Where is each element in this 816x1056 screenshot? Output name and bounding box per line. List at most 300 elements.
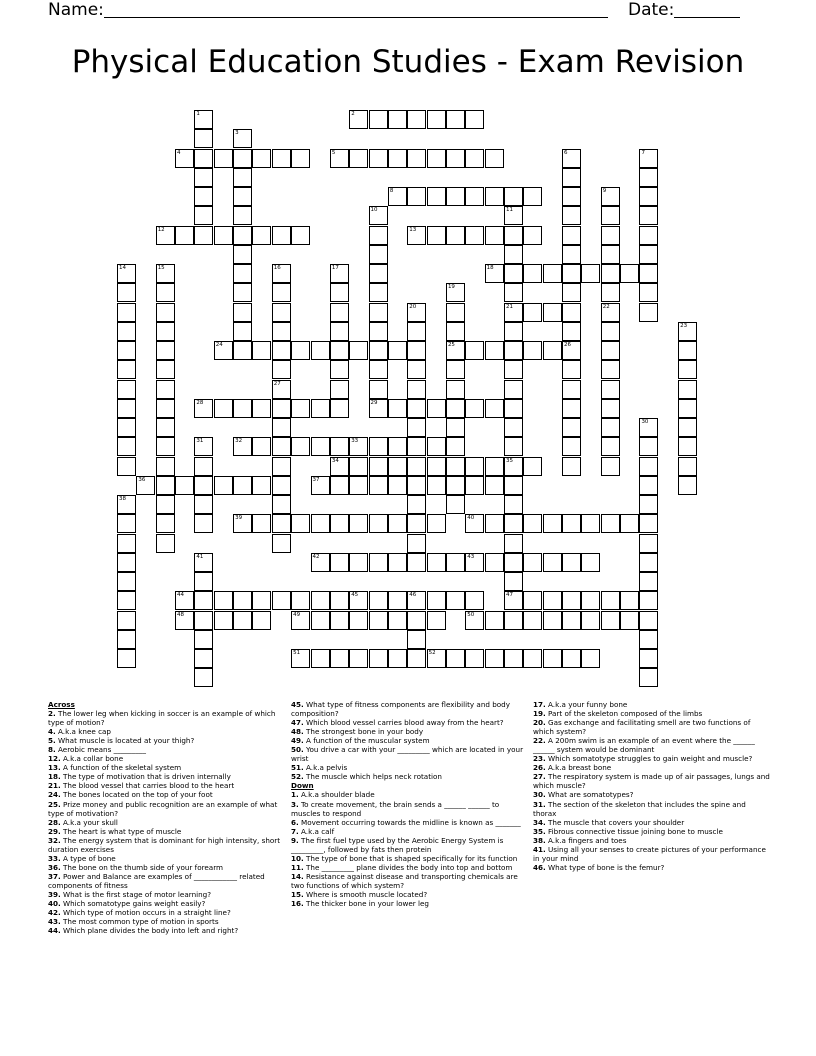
crossword-cell[interactable] — [446, 591, 465, 610]
crossword-cell[interactable] — [233, 437, 252, 456]
crossword-cell[interactable] — [407, 476, 426, 495]
crossword-cell[interactable] — [156, 399, 175, 418]
crossword-cell[interactable] — [252, 341, 271, 360]
crossword-cell[interactable] — [620, 514, 639, 533]
crossword-cell[interactable] — [639, 534, 658, 553]
crossword-cell[interactable] — [446, 341, 465, 360]
crossword-cell[interactable] — [388, 110, 407, 129]
crossword-cell[interactable] — [504, 611, 523, 630]
crossword-cell[interactable] — [330, 264, 349, 283]
crossword-cell[interactable] — [639, 226, 658, 245]
crossword-cell[interactable] — [407, 591, 426, 610]
crossword-cell[interactable] — [388, 457, 407, 476]
crossword-cell[interactable] — [639, 245, 658, 264]
crossword-cell[interactable] — [620, 611, 639, 630]
crossword-cell[interactable] — [156, 360, 175, 379]
crossword-cell[interactable] — [369, 245, 388, 264]
crossword-cell[interactable] — [194, 149, 213, 168]
crossword-cell[interactable] — [562, 457, 581, 476]
crossword-cell[interactable] — [194, 611, 213, 630]
crossword-cell[interactable] — [407, 110, 426, 129]
crossword-cell[interactable] — [175, 591, 194, 610]
crossword-cell[interactable] — [272, 149, 291, 168]
crossword-cell[interactable] — [194, 110, 213, 129]
crossword-cell[interactable] — [485, 399, 504, 418]
crossword-cell[interactable] — [272, 457, 291, 476]
crossword-cell[interactable] — [369, 322, 388, 341]
crossword-cell[interactable] — [407, 611, 426, 630]
crossword-cell[interactable] — [291, 649, 310, 668]
crossword-cell[interactable] — [543, 591, 562, 610]
crossword-cell[interactable] — [233, 283, 252, 302]
crossword-cell[interactable] — [504, 187, 523, 206]
crossword-cell[interactable] — [272, 341, 291, 360]
crossword-cell[interactable] — [233, 591, 252, 610]
crossword-cell[interactable] — [562, 245, 581, 264]
crossword-cell[interactable] — [485, 476, 504, 495]
crossword-cell[interactable] — [407, 360, 426, 379]
crossword-cell[interactable] — [252, 226, 271, 245]
crossword-cell[interactable] — [601, 264, 620, 283]
crossword-cell[interactable] — [117, 418, 136, 437]
crossword-cell[interactable] — [117, 399, 136, 418]
crossword-cell[interactable] — [427, 149, 446, 168]
crossword-cell[interactable] — [601, 360, 620, 379]
crossword-cell[interactable] — [562, 591, 581, 610]
crossword-cell[interactable] — [311, 341, 330, 360]
crossword-cell[interactable] — [330, 360, 349, 379]
crossword-cell[interactable] — [601, 303, 620, 322]
crossword-cell[interactable] — [117, 514, 136, 533]
crossword-cell[interactable] — [156, 303, 175, 322]
crossword-cell[interactable] — [465, 649, 484, 668]
crossword-cell[interactable] — [620, 264, 639, 283]
crossword-cell[interactable] — [175, 611, 194, 630]
crossword-cell[interactable] — [407, 226, 426, 245]
crossword-cell[interactable] — [369, 399, 388, 418]
crossword-cell[interactable] — [388, 437, 407, 456]
crossword-cell[interactable] — [272, 476, 291, 495]
crossword-cell[interactable] — [194, 399, 213, 418]
crossword-cell[interactable] — [136, 476, 155, 495]
crossword-cell[interactable] — [233, 399, 252, 418]
crossword-cell[interactable] — [427, 110, 446, 129]
crossword-cell[interactable] — [601, 226, 620, 245]
crossword-cell[interactable] — [504, 245, 523, 264]
crossword-cell[interactable] — [543, 303, 562, 322]
crossword-cell[interactable] — [446, 437, 465, 456]
crossword-cell[interactable] — [485, 457, 504, 476]
crossword-cell[interactable] — [601, 245, 620, 264]
crossword-cell[interactable] — [291, 611, 310, 630]
crossword-cell[interactable] — [388, 514, 407, 533]
crossword-cell[interactable] — [601, 341, 620, 360]
crossword-cell[interactable] — [562, 649, 581, 668]
crossword-cell[interactable] — [601, 437, 620, 456]
crossword-cell[interactable] — [252, 399, 271, 418]
crossword-cell[interactable] — [156, 495, 175, 514]
crossword-cell[interactable] — [233, 611, 252, 630]
crossword-cell[interactable] — [407, 187, 426, 206]
crossword-cell[interactable] — [369, 553, 388, 572]
crossword-cell[interactable] — [523, 264, 542, 283]
crossword-cell[interactable] — [156, 264, 175, 283]
crossword-cell[interactable] — [639, 495, 658, 514]
crossword-cell[interactable] — [581, 514, 600, 533]
crossword-cell[interactable] — [601, 206, 620, 225]
crossword-cell[interactable] — [407, 437, 426, 456]
crossword-cell[interactable] — [504, 553, 523, 572]
crossword-cell[interactable] — [446, 226, 465, 245]
crossword-cell[interactable] — [369, 341, 388, 360]
crossword-cell[interactable] — [194, 572, 213, 591]
crossword-cell[interactable] — [639, 264, 658, 283]
crossword-cell[interactable] — [465, 110, 484, 129]
crossword-cell[interactable] — [156, 418, 175, 437]
crossword-cell[interactable] — [465, 514, 484, 533]
crossword-cell[interactable] — [504, 649, 523, 668]
crossword-cell[interactable] — [330, 476, 349, 495]
crossword-cell[interactable] — [194, 553, 213, 572]
crossword-cell[interactable] — [330, 303, 349, 322]
crossword-cell[interactable] — [639, 668, 658, 687]
crossword-cell[interactable] — [407, 649, 426, 668]
crossword-cell[interactable] — [252, 514, 271, 533]
crossword-cell[interactable] — [194, 591, 213, 610]
crossword-cell[interactable] — [504, 534, 523, 553]
crossword-cell[interactable] — [214, 591, 233, 610]
crossword-cell[interactable] — [194, 630, 213, 649]
crossword-cell[interactable] — [349, 591, 368, 610]
crossword-cell[interactable] — [272, 437, 291, 456]
crossword-cell[interactable] — [427, 649, 446, 668]
crossword-cell[interactable] — [465, 399, 484, 418]
crossword-cell[interactable] — [349, 457, 368, 476]
crossword-cell[interactable] — [601, 322, 620, 341]
crossword-cell[interactable] — [407, 322, 426, 341]
crossword-cell[interactable] — [330, 341, 349, 360]
crossword-cell[interactable] — [504, 341, 523, 360]
crossword-cell[interactable] — [117, 572, 136, 591]
crossword-cell[interactable] — [349, 611, 368, 630]
crossword-cell[interactable] — [620, 591, 639, 610]
crossword-cell[interactable] — [369, 476, 388, 495]
crossword-cell[interactable] — [233, 514, 252, 533]
crossword-cell[interactable] — [349, 149, 368, 168]
crossword-cell[interactable] — [601, 418, 620, 437]
crossword-cell[interactable] — [523, 514, 542, 533]
crossword-cell[interactable] — [504, 206, 523, 225]
crossword-cell[interactable] — [562, 226, 581, 245]
crossword-cell[interactable] — [388, 187, 407, 206]
crossword-cell[interactable] — [562, 149, 581, 168]
crossword-cell[interactable] — [601, 591, 620, 610]
crossword-cell[interactable] — [581, 649, 600, 668]
crossword-cell[interactable] — [194, 668, 213, 687]
crossword-cell[interactable] — [369, 283, 388, 302]
crossword-cell[interactable] — [446, 187, 465, 206]
crossword-cell[interactable] — [407, 303, 426, 322]
crossword-cell[interactable] — [523, 187, 542, 206]
crossword-cell[interactable] — [581, 264, 600, 283]
crossword-cell[interactable] — [465, 341, 484, 360]
crossword-cell[interactable] — [427, 611, 446, 630]
crossword-cell[interactable] — [446, 457, 465, 476]
crossword-cell[interactable] — [678, 360, 697, 379]
crossword-cell[interactable] — [233, 129, 252, 148]
crossword-cell[interactable] — [407, 630, 426, 649]
crossword-cell[interactable] — [639, 591, 658, 610]
crossword-cell[interactable] — [330, 322, 349, 341]
crossword-cell[interactable] — [194, 476, 213, 495]
crossword-cell[interactable] — [330, 149, 349, 168]
crossword-cell[interactable] — [156, 457, 175, 476]
crossword-cell[interactable] — [291, 591, 310, 610]
crossword-cell[interactable] — [252, 437, 271, 456]
crossword-cell[interactable] — [427, 399, 446, 418]
crossword-cell[interactable] — [291, 514, 310, 533]
crossword-cell[interactable] — [678, 476, 697, 495]
crossword-cell[interactable] — [581, 591, 600, 610]
crossword-cell[interactable] — [562, 264, 581, 283]
crossword-cell[interactable] — [562, 437, 581, 456]
crossword-cell[interactable] — [446, 418, 465, 437]
crossword-cell[interactable] — [485, 264, 504, 283]
crossword-cell[interactable] — [369, 514, 388, 533]
crossword-cell[interactable] — [369, 457, 388, 476]
crossword-cell[interactable] — [523, 611, 542, 630]
crossword-cell[interactable] — [639, 457, 658, 476]
crossword-cell[interactable] — [233, 168, 252, 187]
crossword-cell[interactable] — [485, 187, 504, 206]
crossword-cell[interactable] — [504, 226, 523, 245]
crossword-cell[interactable] — [349, 476, 368, 495]
crossword-cell[interactable] — [427, 457, 446, 476]
crossword-cell[interactable] — [194, 206, 213, 225]
crossword-cell[interactable] — [465, 591, 484, 610]
crossword-cell[interactable] — [117, 630, 136, 649]
crossword-cell[interactable] — [639, 611, 658, 630]
crossword-cell[interactable] — [562, 168, 581, 187]
crossword-cell[interactable] — [175, 226, 194, 245]
crossword-cell[interactable] — [252, 611, 271, 630]
crossword-cell[interactable] — [388, 341, 407, 360]
crossword-cell[interactable] — [523, 341, 542, 360]
crossword-cell[interactable] — [504, 437, 523, 456]
crossword-cell[interactable] — [233, 187, 252, 206]
crossword-cell[interactable] — [291, 341, 310, 360]
crossword-cell[interactable] — [562, 399, 581, 418]
crossword-cell[interactable] — [523, 649, 542, 668]
crossword-cell[interactable] — [427, 226, 446, 245]
crossword-cell[interactable] — [504, 476, 523, 495]
crossword-cell[interactable] — [562, 303, 581, 322]
crossword-cell[interactable] — [117, 534, 136, 553]
crossword-cell[interactable] — [330, 591, 349, 610]
crossword-cell[interactable] — [388, 591, 407, 610]
crossword-cell[interactable] — [504, 264, 523, 283]
crossword-cell[interactable] — [562, 553, 581, 572]
crossword-cell[interactable] — [485, 226, 504, 245]
crossword-cell[interactable] — [407, 341, 426, 360]
crossword-cell[interactable] — [233, 476, 252, 495]
crossword-cell[interactable] — [252, 591, 271, 610]
crossword-cell[interactable] — [523, 591, 542, 610]
crossword-cell[interactable] — [388, 611, 407, 630]
crossword-cell[interactable] — [639, 649, 658, 668]
crossword-cell[interactable] — [369, 206, 388, 225]
crossword-cell[interactable] — [369, 611, 388, 630]
crossword-cell[interactable] — [369, 649, 388, 668]
crossword-cell[interactable] — [369, 437, 388, 456]
crossword-cell[interactable] — [311, 611, 330, 630]
crossword-cell[interactable] — [504, 591, 523, 610]
crossword-cell[interactable] — [543, 341, 562, 360]
crossword-cell[interactable] — [388, 649, 407, 668]
crossword-cell[interactable] — [291, 437, 310, 456]
crossword-cell[interactable] — [407, 149, 426, 168]
crossword-cell[interactable] — [330, 457, 349, 476]
crossword-cell[interactable] — [562, 322, 581, 341]
crossword-cell[interactable] — [117, 303, 136, 322]
crossword-cell[interactable] — [601, 457, 620, 476]
crossword-cell[interactable] — [349, 553, 368, 572]
crossword-cell[interactable] — [562, 418, 581, 437]
crossword-cell[interactable] — [581, 611, 600, 630]
crossword-cell[interactable] — [291, 149, 310, 168]
crossword-cell[interactable] — [639, 476, 658, 495]
crossword-cell[interactable] — [427, 187, 446, 206]
crossword-cell[interactable] — [562, 206, 581, 225]
crossword-cell[interactable] — [407, 553, 426, 572]
crossword-cell[interactable] — [601, 187, 620, 206]
crossword-cell[interactable] — [233, 264, 252, 283]
crossword-cell[interactable] — [543, 264, 562, 283]
crossword-cell[interactable] — [678, 457, 697, 476]
crossword-cell[interactable] — [117, 649, 136, 668]
crossword-cell[interactable] — [504, 572, 523, 591]
crossword-cell[interactable] — [407, 399, 426, 418]
crossword-cell[interactable] — [504, 418, 523, 437]
crossword-cell[interactable] — [272, 399, 291, 418]
crossword-cell[interactable] — [446, 380, 465, 399]
crossword-cell[interactable] — [233, 322, 252, 341]
crossword-cell[interactable] — [504, 360, 523, 379]
crossword-cell[interactable] — [311, 649, 330, 668]
crossword-cell[interactable] — [330, 380, 349, 399]
crossword-cell[interactable] — [427, 514, 446, 533]
crossword-cell[interactable] — [562, 341, 581, 360]
crossword-cell[interactable] — [311, 591, 330, 610]
crossword-cell[interactable] — [504, 457, 523, 476]
crossword-cell[interactable] — [272, 380, 291, 399]
crossword-cell[interactable] — [175, 476, 194, 495]
crossword-cell[interactable] — [175, 149, 194, 168]
crossword-cell[interactable] — [233, 149, 252, 168]
crossword-cell[interactable] — [446, 303, 465, 322]
crossword-cell[interactable] — [427, 591, 446, 610]
crossword-cell[interactable] — [639, 187, 658, 206]
crossword-cell[interactable] — [678, 418, 697, 437]
crossword-cell[interactable] — [117, 553, 136, 572]
crossword-cell[interactable] — [117, 322, 136, 341]
crossword-cell[interactable] — [446, 110, 465, 129]
crossword-cell[interactable] — [330, 283, 349, 302]
crossword-cell[interactable] — [156, 534, 175, 553]
crossword-cell[interactable] — [465, 553, 484, 572]
crossword-cell[interactable] — [117, 457, 136, 476]
crossword-cell[interactable] — [194, 457, 213, 476]
crossword-cell[interactable] — [214, 226, 233, 245]
crossword-cell[interactable] — [117, 611, 136, 630]
crossword-cell[interactable] — [465, 149, 484, 168]
crossword-cell[interactable] — [369, 591, 388, 610]
crossword-cell[interactable] — [504, 514, 523, 533]
crossword-cell[interactable] — [639, 514, 658, 533]
crossword-cell[interactable] — [369, 303, 388, 322]
crossword-cell[interactable] — [639, 553, 658, 572]
crossword-cell[interactable] — [388, 476, 407, 495]
crossword-cell[interactable] — [485, 611, 504, 630]
crossword-cell[interactable] — [272, 226, 291, 245]
crossword-cell[interactable] — [194, 495, 213, 514]
crossword-cell[interactable] — [117, 437, 136, 456]
crossword-cell[interactable] — [369, 110, 388, 129]
crossword-cell[interactable] — [272, 264, 291, 283]
crossword-cell[interactable] — [465, 476, 484, 495]
crossword-cell[interactable] — [272, 360, 291, 379]
crossword-cell[interactable] — [465, 187, 484, 206]
crossword-cell[interactable] — [485, 553, 504, 572]
crossword-cell[interactable] — [562, 283, 581, 302]
crossword-cell[interactable] — [446, 553, 465, 572]
crossword-cell[interactable] — [194, 129, 213, 148]
crossword-cell[interactable] — [678, 437, 697, 456]
crossword-cell[interactable] — [117, 283, 136, 302]
crossword-cell[interactable] — [678, 341, 697, 360]
crossword-cell[interactable] — [233, 341, 252, 360]
crossword-cell[interactable] — [330, 553, 349, 572]
crossword-cell[interactable] — [233, 206, 252, 225]
crossword-cell[interactable] — [678, 322, 697, 341]
crossword-cell[interactable] — [233, 303, 252, 322]
crossword-cell[interactable] — [156, 226, 175, 245]
crossword-cell[interactable] — [156, 283, 175, 302]
crossword-cell[interactable] — [639, 418, 658, 437]
crossword-cell[interactable] — [485, 514, 504, 533]
crossword-cell[interactable] — [504, 283, 523, 302]
crossword-cell[interactable] — [330, 514, 349, 533]
crossword-cell[interactable] — [369, 360, 388, 379]
crossword-cell[interactable] — [214, 341, 233, 360]
crossword-cell[interactable] — [369, 264, 388, 283]
crossword-cell[interactable] — [427, 476, 446, 495]
crossword-cell[interactable] — [562, 514, 581, 533]
crossword-cell[interactable] — [639, 168, 658, 187]
crossword-cell[interactable] — [117, 495, 136, 514]
crossword-cell[interactable] — [311, 437, 330, 456]
crossword-cell[interactable] — [639, 283, 658, 302]
crossword-cell[interactable] — [407, 514, 426, 533]
crossword-cell[interactable] — [407, 495, 426, 514]
crossword-cell[interactable] — [446, 399, 465, 418]
crossword-cell[interactable] — [446, 322, 465, 341]
crossword-cell[interactable] — [581, 553, 600, 572]
crossword-cell[interactable] — [272, 495, 291, 514]
crossword-cell[interactable] — [523, 553, 542, 572]
crossword-cell[interactable] — [194, 168, 213, 187]
crossword-cell[interactable] — [446, 649, 465, 668]
